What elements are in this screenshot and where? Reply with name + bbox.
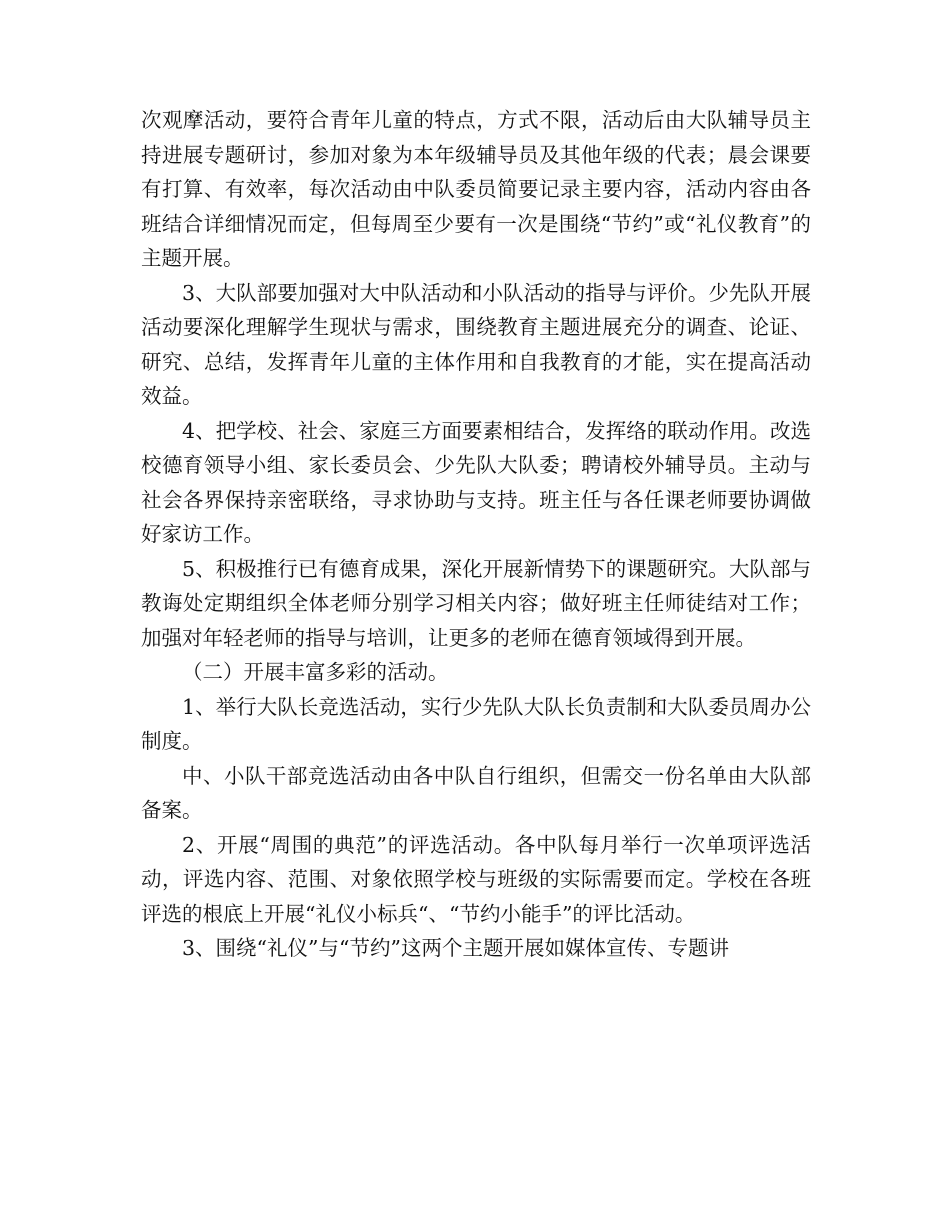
paragraph-2: 3、大队部要加强对大中队活动和小队活动的指导与评价。少先队开展活动要深化理解学生现状与需求，围绕教育主题进展充分的调查、论证、研究、总结，发挥青年儿童的主体作用和自我教育的才能，实在提高活动效益。 — [141, 280, 811, 408]
paragraph-7: 2、开展“周围的典范”的评选活动。各中队每月举行一次单项评选活动，评选内容、范围、对象依照学校与班级的实际需要而定。学校在各班评选的根底上开展“礼仪小标兵“、“节约小能手”的评比活动。 — [141, 832, 811, 926]
document-page — [141, 103, 811, 966]
paragraph-4: 5、积极推行已有德育成果，深化开展新情势下的课题研究。大队部与教诲处定期组织全体老师分别学习相关内容；做好班主任师徒结对工作；加强对年轻老师的指导与培训，让更多的老师在德育领域得到开展。 — [141, 556, 811, 650]
paragraph-5: 1、举行大队长竞选活动，实行少先队大队长负责制和大队委员周办公制度。 — [141, 694, 811, 753]
paragraph-8: 3、围绕“礼仪”与“节约”这两个主题开展如媒体宣传、专题讲 — [182, 936, 729, 960]
paragraph-6: 中、小队干部竞选活动由各中队自行组织，但需交一份名单由大队部备案。 — [141, 763, 811, 822]
paragraph-3: 4、把学校、社会、家庭三方面要素相结合，发挥络的联动作用。改选校德育领导小组、家长委员会、少先队大队委；聘请校外辅导员。主动与社会各界保持亲密联络，寻求协助与支持。班主任与各任课老师要协调做好家访工作。 — [141, 418, 811, 546]
section-heading: （二）开展丰富多彩的活动。 — [182, 660, 449, 684]
paragraph-1: 次观摩活动，要符合青年儿童的特点，方式不限，活动后由大队辅导员主持进展专题研讨，参加对象为本年级辅导员及其他年级的代表；晨会课要有打算、有效率，每次活动由中队委员简要记录主要内容，活动内容由各班结合详细情况而定，但每周至少要有一次是围绕“节约”或“礼仪教育”的主题开展。 — [141, 108, 811, 270]
